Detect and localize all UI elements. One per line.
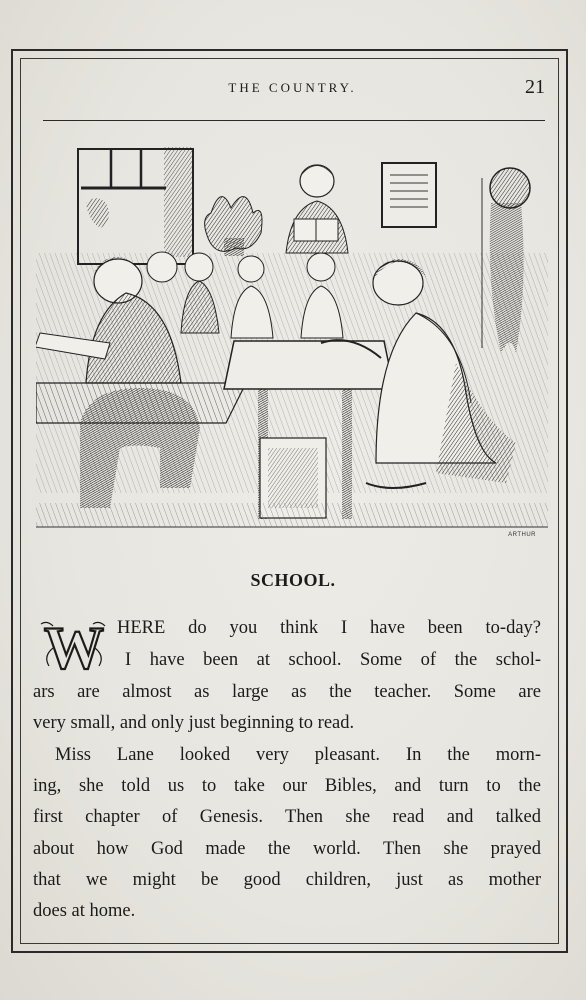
schoolroom-engraving [36,143,548,543]
text-line-5: Miss Lane looked very pleasant. In the morn- [55,745,541,765]
engraver-signature: ARTHUR [508,532,536,538]
section-title: SCHOOL. [250,570,336,590]
potted-plant [205,197,262,256]
drop-cap-letter: W [44,618,104,676]
text-line-8: about how God made the world. Then she prayed [33,839,541,859]
running-title: THE COUNTRY. [228,80,357,95]
text-line-4: very small, and only just beginning to read. [33,713,355,733]
teacher-figure [286,165,348,253]
running-head [40,76,545,102]
text-line-7: first chapter of Genesis. Then she read and talked [33,807,541,827]
page-number: 21 [525,76,545,98]
text-line-9: that we might be good children, just as mother [33,870,541,890]
text-line-6: ing, she told us to take our Bibles, and turn to the [33,776,541,796]
ornamental-drop-cap [33,618,115,676]
text-line-10: does at home. [33,901,136,921]
window-frame [78,147,194,264]
text-line-2: I have been at school. Some of the schol- [125,650,541,670]
text-line-3: ars are almost as large as the teacher. Some are [33,682,541,702]
wall-notice [382,163,436,227]
header-rule [43,120,545,121]
text-line-1: HERE do you think I have been to-day? [117,618,541,638]
